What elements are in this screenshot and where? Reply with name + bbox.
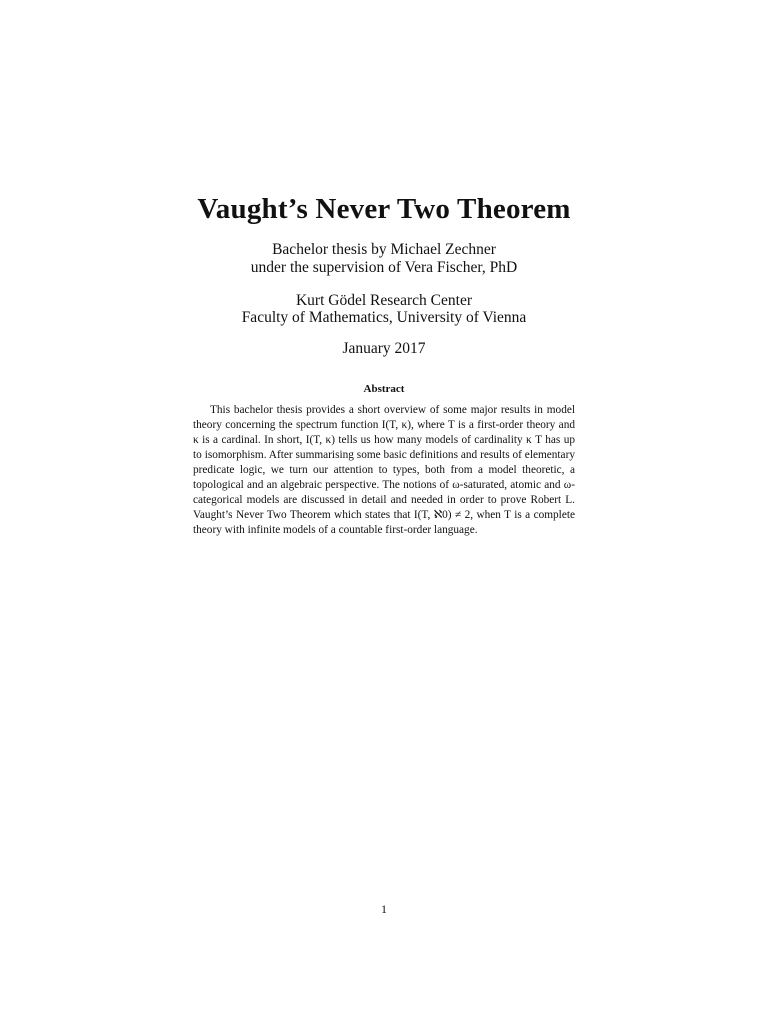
institute-line: Kurt Gödel Research Center: [295, 292, 473, 309]
supervisor-line: under the supervision of Vera Fischer, PhD: [250, 259, 518, 276]
date-line: January 2017: [342, 340, 426, 357]
paper-title: Vaught’s Never Two Theorem: [197, 193, 571, 225]
abstract-body: This bachelor thesis provides a short overview of some major results in model theory concerning the spectrum function I(T, κ), where T is a first-order theory and κ is a cardinal. In short, I(T, κ) tells us how many models of cardinality κ T has up to isomorphism. After summarising some basic definitions and results of elementary predicate logic, we turn our attention to types, both from a model theoretic, a topological and an algebraic perspective. The notions of ω-saturated, atomic and ω-categorical models are discussed in detail and needed in order to prove Robert L. Vaught’s Never Two Theorem which states that I(T, ℵ0) ≠ 2, when T is a complete theory with infinite models of a countable first-order language.: [193, 404, 575, 536]
author-line: Bachelor thesis by Michael Zechner: [272, 241, 496, 258]
abstract-heading: Abstract: [363, 383, 405, 395]
faculty-line: Faculty of Mathematics, University of Vienna: [241, 309, 527, 326]
page-number: 1: [381, 902, 387, 916]
